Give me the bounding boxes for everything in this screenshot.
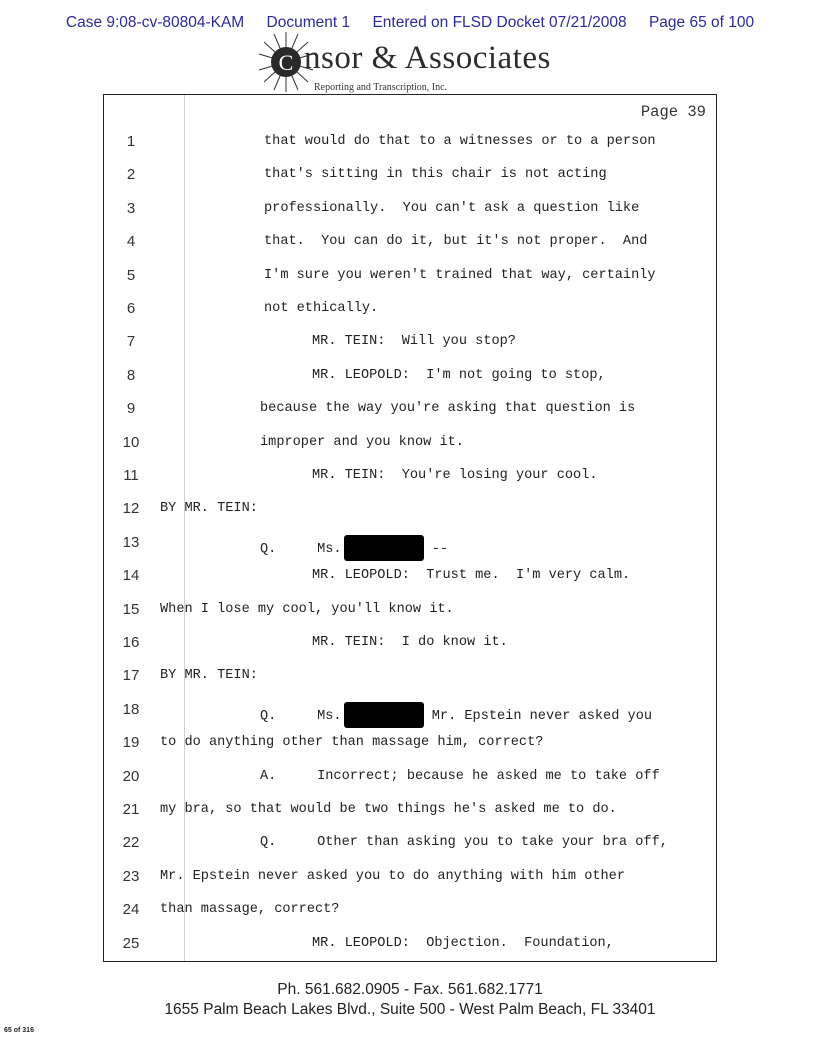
transcript-line	[104, 333, 716, 361]
line-text: I'm sure you weren't trained that way, certainly	[264, 267, 656, 283]
line-number: 14	[122, 567, 140, 585]
transcript-line	[104, 868, 716, 896]
footer	[0, 980, 820, 1020]
line-number: 18	[122, 700, 140, 718]
line-text: When I lose my cool, you'll know it.	[160, 601, 454, 617]
line-number: 22	[122, 834, 140, 852]
transcript-line	[104, 601, 716, 629]
line-text: to do anything other than massage him, correct?	[160, 735, 544, 751]
company-logo	[248, 30, 578, 100]
line-text: that. You can do it, but it's not proper. And	[264, 234, 648, 250]
transcript-line	[104, 467, 716, 495]
transcript-page-label: Page 39	[640, 103, 706, 121]
redaction-block	[344, 702, 424, 728]
docket-page-number: Page 65 of 100	[648, 14, 755, 31]
line-text: MR. TEIN: I do know it.	[312, 635, 508, 650]
logo-wordmark: nsor & Associates	[304, 40, 551, 76]
line-text: MR. TEIN: Will you stop?	[312, 334, 516, 350]
line-number: 16	[122, 634, 140, 651]
line-text-before-redaction: Q. Ms.	[260, 708, 342, 724]
transcript-line	[104, 734, 716, 762]
line-number: 1	[126, 133, 136, 150]
line-number: 13	[122, 533, 140, 551]
transcript-line	[104, 434, 716, 462]
line-number: 9	[126, 400, 136, 418]
line-number: 15	[122, 600, 140, 618]
line-text: that would do that to a witnesses or to a person	[264, 134, 656, 149]
transcript-line	[104, 200, 716, 228]
line-text-before-redaction: Q. Ms.	[260, 541, 342, 557]
line-number: 7	[126, 333, 136, 351]
line-text: that's sitting in this chair is not acting	[264, 167, 607, 183]
transcript-line	[104, 701, 716, 729]
line-number: 17	[122, 667, 140, 685]
transcript-line	[104, 801, 716, 829]
case-number: Case 9:08-cv-80804-KAM	[65, 14, 245, 31]
line-text: Q. Other than asking you to take your bra off,	[260, 835, 668, 851]
line-text: BY MR. TEIN:	[160, 501, 258, 517]
line-number: 5	[126, 266, 136, 284]
line-number: 21	[122, 801, 140, 818]
transcript-line	[104, 367, 716, 395]
line-text: MR. TEIN: You're losing your cool.	[312, 468, 598, 483]
line-text	[260, 702, 652, 728]
line-text: MR. LEOPOLD: I'm not going to stop,	[312, 367, 606, 383]
line-text: not ethically.	[264, 301, 379, 316]
line-number: 2	[126, 166, 136, 184]
logo-subtitle: Reporting and Transcription, Inc.	[314, 82, 448, 93]
footer-phone: Ph. 561.682.0905 - Fax. 561.682.1771	[277, 981, 543, 998]
line-number: 6	[126, 300, 136, 317]
line-text: improper and you know it.	[260, 434, 464, 450]
line-text: MR. LEOPOLD: Trust me. I'm very calm.	[312, 568, 631, 584]
page-count: 65 of 316	[4, 1027, 34, 1034]
line-number: 3	[126, 199, 136, 217]
transcript-line	[104, 634, 716, 662]
line-text: than massage, correct?	[160, 902, 340, 918]
transcript-line	[104, 567, 716, 595]
line-number: 10	[122, 433, 140, 451]
line-number: 12	[122, 500, 140, 518]
transcript-line	[104, 667, 716, 695]
transcript-line	[104, 935, 716, 963]
document-number: Document 1	[266, 14, 351, 31]
docket-entry-date: Entered on FLSD Docket 07/21/2008	[372, 14, 627, 31]
line-text: because the way you're asking that question is	[260, 401, 636, 417]
line-number: 11	[123, 467, 139, 484]
line-number: 4	[126, 233, 136, 251]
line-text: A. Incorrect; because he asked me to take off	[260, 768, 660, 784]
line-text: Mr. Epstein never asked you to do anything with him other	[160, 868, 625, 884]
line-text-after-redaction: Mr. Epstein never asked you	[431, 708, 653, 724]
line-number: 25	[122, 934, 140, 952]
transcript-lines	[104, 95, 716, 961]
redaction-block	[344, 535, 424, 561]
line-number: 8	[126, 366, 136, 384]
line-number: 19	[122, 734, 140, 752]
transcript-line	[104, 400, 716, 428]
line-text: my bra, so that would be two things he's asked me to do.	[160, 802, 617, 817]
transcript-line	[104, 300, 716, 328]
transcript-page	[103, 94, 717, 962]
line-number: 20	[122, 767, 140, 785]
transcript-line	[104, 166, 716, 194]
transcript-line	[104, 233, 716, 261]
transcript-line	[104, 901, 716, 929]
transcript-line	[104, 267, 716, 295]
line-text: MR. LEOPOLD: Objection. Foundation,	[312, 935, 614, 951]
line-text: BY MR. TEIN:	[160, 668, 258, 684]
line-text: professionally. You can't ask a question like	[264, 200, 640, 216]
transcript-line	[104, 500, 716, 528]
line-text-after-redaction: --	[431, 541, 449, 557]
svg-text:C: C	[278, 50, 294, 75]
transcript-line	[104, 133, 716, 161]
line-number: 23	[122, 867, 140, 885]
transcript-line	[104, 768, 716, 796]
transcript-line	[104, 834, 716, 862]
footer-address: 1655 Palm Beach Lakes Blvd., Suite 500 - West Palm Beach, FL 33401	[164, 1001, 656, 1018]
line-text	[260, 535, 448, 561]
line-number: 24	[122, 901, 140, 919]
transcript-line	[104, 534, 716, 562]
